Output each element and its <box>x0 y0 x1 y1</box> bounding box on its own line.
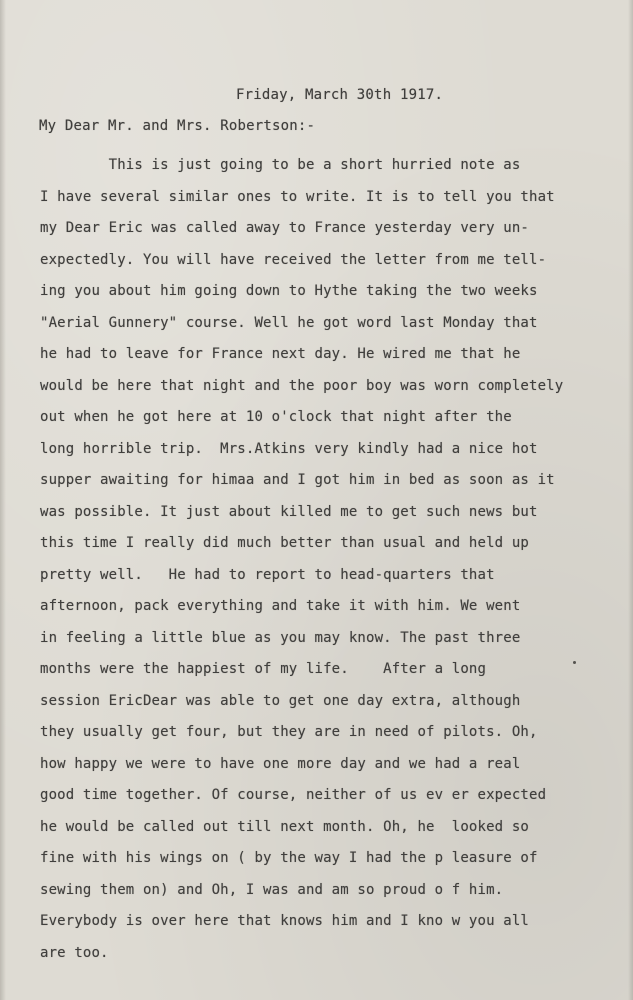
body-line: months were the happiest of my life. After a long <box>40 661 487 677</box>
body-line: my Dear Eric was called away to France yesterday very un- <box>40 220 529 236</box>
body-line: pretty well. He had to report to head-quarters that <box>40 566 495 583</box>
body-line: how happy we were to have one more day and we had a real <box>40 755 521 772</box>
body-line: I have several similar ones to write. It is to tell you that <box>40 188 555 205</box>
body-line: session EricDear was able to get one day extra, although <box>40 692 521 709</box>
letter-body <box>40 150 563 969</box>
letter-date: Friday, March 30th 1917. <box>236 87 444 103</box>
paper-edge-right <box>628 0 633 1000</box>
body-line: this time I really did much better than usual and held up <box>40 535 529 551</box>
body-line: he had to leave for France next day. He wired me that he <box>40 346 521 362</box>
body-line: expectedly. You will have received the letter from me tell- <box>40 251 547 268</box>
paper-edge-left <box>0 0 6 1000</box>
body-line: fine with his wings on ( by the way I had the p leasure of <box>40 850 538 866</box>
body-line: are too. <box>40 944 109 961</box>
body-line: ing you about him going down to Hythe taking the two weeks <box>40 283 538 299</box>
body-line: "Aerial Gunnery" course. Well he got word last Monday that <box>40 314 538 331</box>
body-line: sewing them on) and Oh, I was and am so proud o f him. <box>40 881 504 898</box>
body-line: he would be called out till next month. Oh, he looked so <box>40 818 529 835</box>
ink-speck <box>573 661 576 664</box>
letter-salutation: My Dear Mr. and Mrs. Robertson:- <box>39 118 316 134</box>
body-line: they usually get four, but they are in need of pilots. Oh, <box>40 724 538 740</box>
body-line: good time together. Of course, neither of us ev er expected <box>40 787 547 803</box>
body-line: would be here that night and the poor boy was worn completely <box>40 377 564 394</box>
body-line: was possible. It just about killed me to get such news but <box>40 503 538 520</box>
body-line: in feeling a little blue as you may know. The past three <box>40 629 521 646</box>
body-line: long horrible trip. Mrs.Atkins very kindly had a nice hot <box>40 440 538 457</box>
body-line: afternoon, pack everything and take it with him. We went <box>40 598 521 614</box>
body-line: Everybody is over here that knows him and I kno w you all <box>40 913 529 929</box>
body-line: supper awaiting for himaa and I got him in bed as soon as it <box>40 472 555 488</box>
body-line: This is just going to be a short hurried note as <box>40 157 521 173</box>
body-line: out when he got here at 10 o'clock that night after the <box>40 409 512 425</box>
